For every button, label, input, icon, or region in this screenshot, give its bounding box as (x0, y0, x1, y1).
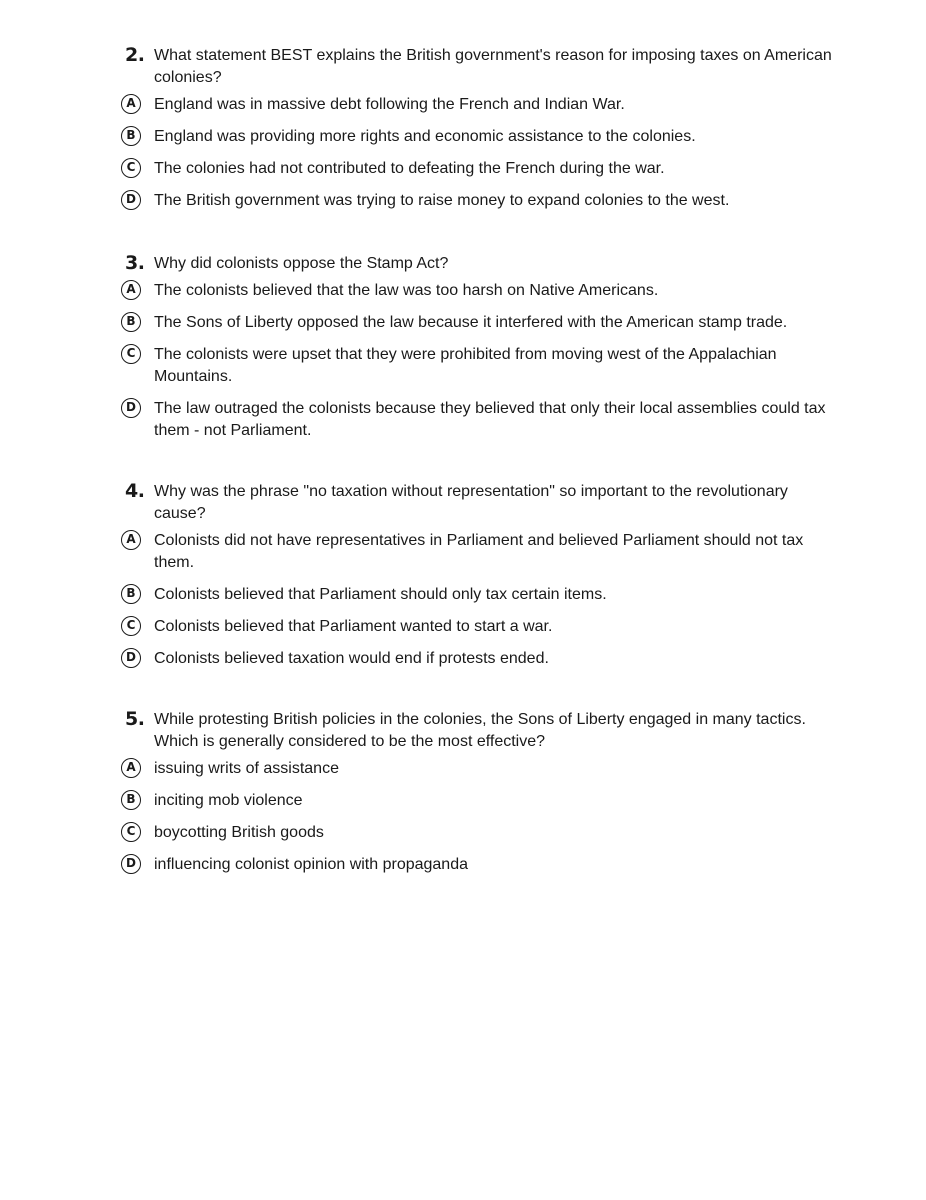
answer-bubble-a[interactable]: A (121, 94, 141, 114)
choice-text: Colonists did not have representatives in Parliament and believed Parliament should not tax them. (154, 532, 804, 571)
question-5 (120, 709, 840, 886)
answer-bubble-c[interactable]: C (121, 822, 141, 842)
question-prompt (120, 45, 840, 89)
answer-bubble-b[interactable]: B (121, 584, 141, 604)
choice-text: influencing colonist opinion with propaganda (154, 856, 468, 873)
question-text: Why was the phrase "no taxation without representation" so important to the revolutionary cause? (154, 483, 788, 522)
choice-text: England was in massive debt following the French and Indian War. (154, 96, 625, 113)
answer-bubble-c[interactable]: C (121, 344, 141, 364)
answer-choice-a[interactable] (120, 280, 840, 302)
choice-text: England was providing more rights and economic assistance to the colonies. (154, 128, 696, 145)
answer-choice-a[interactable] (120, 94, 840, 116)
answer-bubble-c[interactable]: C (121, 616, 141, 636)
question-number: 3. (125, 252, 145, 274)
choice-text: Colonists believed that Parliament wanted to start a war. (154, 618, 553, 635)
answer-bubble-d[interactable]: D (121, 190, 141, 210)
answer-choice-d[interactable] (120, 648, 840, 670)
answer-choice-b[interactable] (120, 126, 840, 148)
choice-text: Colonists believed that Parliament should only tax certain items. (154, 586, 607, 603)
question-prompt (120, 709, 840, 753)
answer-bubble-b[interactable]: B (121, 312, 141, 332)
answer-choice-a[interactable] (120, 758, 840, 780)
choice-text: inciting mob violence (154, 792, 303, 809)
choice-text: The colonists were upset that they were prohibited from moving west of the Appalachian Mountains. (154, 346, 777, 385)
answer-bubble-b[interactable]: B (121, 790, 141, 810)
choice-text: The colonies had not contributed to defeating the French during the war. (154, 160, 665, 177)
answer-bubble-d[interactable]: D (121, 854, 141, 874)
answer-bubble-a[interactable]: A (121, 280, 141, 300)
question-2 (120, 45, 840, 222)
choice-text: boycotting British goods (154, 824, 324, 841)
choice-text: issuing writs of assistance (154, 760, 339, 777)
choice-text: Colonists believed taxation would end if protests ended. (154, 650, 549, 667)
answer-bubble-b[interactable]: B (121, 126, 141, 146)
answer-choice-d[interactable] (120, 190, 840, 212)
question-text: What statement BEST explains the British government's reason for imposing taxes on American colonies? (154, 47, 832, 86)
question-prompt (120, 481, 840, 525)
question-3 (120, 253, 840, 452)
answer-choice-d[interactable] (120, 854, 840, 876)
answer-choice-b[interactable] (120, 584, 840, 606)
answer-choice-d[interactable] (120, 398, 840, 442)
answer-bubble-d[interactable]: D (121, 648, 141, 668)
question-number: 2. (125, 44, 145, 66)
answer-choice-c[interactable] (120, 344, 840, 388)
answer-choice-c[interactable] (120, 822, 840, 844)
question-prompt (120, 253, 840, 275)
question-number: 4. (125, 480, 145, 502)
question-text: Why did colonists oppose the Stamp Act? (154, 255, 449, 272)
choice-text: The colonists believed that the law was too harsh on Native Americans. (154, 282, 659, 299)
answer-bubble-a[interactable]: A (121, 530, 141, 550)
answer-bubble-c[interactable]: C (121, 158, 141, 178)
answer-bubble-d[interactable]: D (121, 398, 141, 418)
question-text: While protesting British policies in the colonies, the Sons of Liberty engaged in many tactics. Which is generally considered to be the most effective? (154, 711, 806, 750)
answer-choice-b[interactable] (120, 790, 840, 812)
answer-choice-c[interactable] (120, 158, 840, 180)
question-number: 5. (125, 708, 145, 730)
answer-choice-c[interactable] (120, 616, 840, 638)
answer-bubble-a[interactable]: A (121, 758, 141, 778)
choice-text: The Sons of Liberty opposed the law because it interfered with the American stamp trade. (154, 314, 788, 331)
answer-choice-b[interactable] (120, 312, 840, 334)
choice-text: The law outraged the colonists because they believed that only their local assemblies could tax them - not Parliament. (154, 400, 826, 439)
answer-choice-a[interactable] (120, 530, 840, 574)
choice-text: The British government was trying to raise money to expand colonies to the west. (154, 192, 730, 209)
question-4 (120, 481, 840, 680)
